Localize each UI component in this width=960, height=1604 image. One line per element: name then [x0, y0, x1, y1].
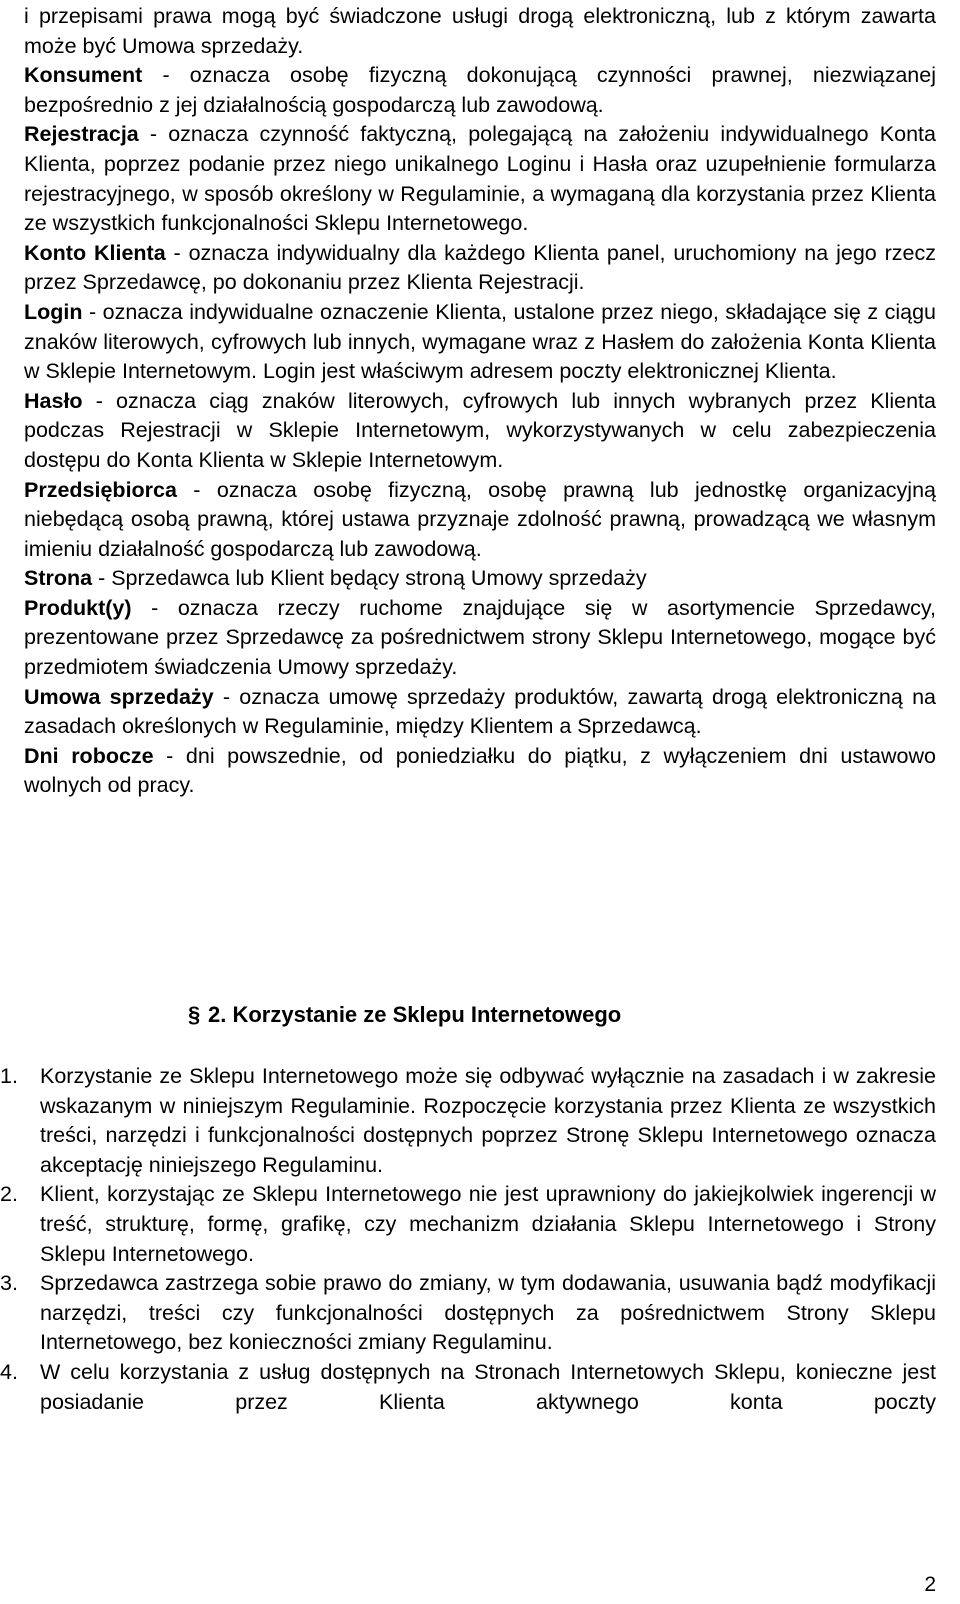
definition-text: - oznacza indywidualny dla każdego Klienta panel, uruchomiony na jego rzecz przez Sprzedawcę, po dokonaniu przez Klienta Rejestracji. [24, 240, 936, 295]
list-item-text: Korzystanie ze Sklepu Internetowego może się odbywać wyłącznie na zasadach i w zakresie wskazanym w niniejszym Regulaminie. Rozpoczęcie korzystania przez Klienta ze wszystkich treści, narzędzi i funkcjonalności dostępnych poprzez Stronę Sklepu Internetowego oznacza akceptację niniejszego Regulaminu. [40, 1064, 936, 1177]
list-item-number: 1. [0, 1064, 18, 1088]
list-item-text: Sprzedawca zastrzega sobie prawo do zmiany, w tym dodawania, usuwania bądź modyfikacji narzędzi, treści czy funkcjonalności dostępnych za pośrednictwem Strony Sklepu Internetowego, bez konieczności zmiany Regulaminu. [40, 1271, 936, 1355]
list-item-number: 2. [0, 1182, 18, 1207]
definition-term: Konsument [24, 63, 143, 88]
definition-umowa-sprzedazy [24, 683, 936, 742]
list-item-number: 3. [0, 1271, 18, 1296]
definition-rejestracja [24, 120, 936, 238]
definition-konsument [24, 61, 936, 120]
definition-konto-klienta [24, 239, 936, 298]
list-item-text: W celu korzystania z usług dostępnych na Stronach Internetowych Sklepu, konieczne jest posiadanie przez Klienta aktywnego konta poczty [40, 1359, 936, 1414]
definition-strona [24, 564, 936, 594]
definitions-block [24, 2, 936, 801]
definition-term: Konto Klienta [24, 240, 166, 265]
definition-term: Hasło [24, 388, 83, 413]
page-number: 2 [924, 1573, 936, 1596]
list-item [0, 1269, 936, 1358]
definition-text: i przepisami prawa mogą być świadczone usługi drogą elektroniczną, lub z którym zawarta może być Umowa sprzedaży. [24, 4, 936, 58]
definition-przedsiebiorca [24, 476, 936, 565]
definition-term: Przedsiębiorca [24, 477, 177, 502]
definition-text: - oznacza rzeczy ruchome znajdujące się w asortymencie Sprzedawcy, prezentowane przez Sprzedawcę za pośrednictwem strony Sklepu Internetowego, mogące być przedmiotem świadczenia Umowy sprzedaży. [24, 595, 936, 680]
definition-term: Rejestracja [24, 122, 139, 147]
list-item [0, 1062, 936, 1180]
section-title: 2. Korzystanie ze Sklepu Internetowego [208, 1002, 622, 1027]
definition-text: - oznacza umowę sprzedaży produktów, zawartą drogą elektroniczną na zasadach określonych w Regulaminie, między Klientem a Sprzedawcą. [24, 684, 936, 739]
list-item-number: 4. [0, 1359, 18, 1384]
definition-login [24, 298, 936, 387]
definition-text: - Sprzedawca lub Klient będący stroną Umowy sprzedaży [92, 566, 647, 591]
numbered-list [0, 1062, 960, 1417]
definition-continuation [24, 2, 936, 61]
definition-term: Produkt(y) [24, 595, 132, 620]
definition-term: Dni robocze [24, 743, 154, 768]
list-item-text: Klient, korzystając ze Sklepu Internetowego nie jest uprawniony do jakiejkolwiek ingerencji w treść, strukturę, formę, grafikę, czy mechanizm działania Sklepu Internetowego i Strony Sklepu Internetowego. [40, 1182, 936, 1266]
definition-term: Login [24, 299, 83, 324]
definition-dni-robocze [24, 742, 936, 801]
list-item [0, 1180, 936, 1269]
definition-haslo [24, 387, 936, 476]
definition-text: - oznacza ciąg znaków literowych, cyfrowych lub innych wybranych przez Klienta podczas Rejestracji w Sklepie Internetowym, wykorzystywanych w celu zabezpieczenia dostępu do Konta Klienta w Sklepie Internetowym. [24, 388, 936, 472]
definition-text: - oznacza czynność faktyczną, polegającą na założeniu indywidualnego Konta Klienta, poprzez podanie przez niego unikalnego Loginu i Hasła oraz uzupełnienie formularza rejestracyjnego, w sposób określony w Regulaminie, a wymaganą dla korzystania przez Klienta ze wszystkich funkcjonalności Sklepu Internetowego. [24, 122, 936, 236]
definition-text: - oznacza osobę fizyczną dokonującą czynności prawnej, niezwiązanej bezpośrednio z jej działalnością gospodarczą lub zawodową. [24, 63, 936, 117]
list-item [0, 1358, 936, 1417]
section-heading [188, 1000, 788, 1030]
definition-term: Strona [24, 566, 93, 591]
definition-text: - dni powszednie, od poniedziałku do piątku, z wyłączeniem dni ustawowo wolnych od pracy. [24, 743, 936, 798]
definition-text: - oznacza indywidualne oznaczenie Klienta, ustalone przez niego, składające się z ciągu znaków literowych, cyfrowych lub innych, wymagane wraz z Hasłem do założenia Konta Klienta w Sklepie Internetowym. Login jest właściwym adresem poczty elektronicznej Klienta. [24, 299, 936, 384]
definition-produkty [24, 594, 936, 683]
section-sign-icon: § [188, 1002, 201, 1027]
definition-term: Umowa sprzedaży [24, 684, 214, 709]
definition-text: - oznacza osobę fizyczną, osobę prawną lub jednostkę organizacyjną niebędącą osobą prawną, której ustawa przyznaje zdolność prawną, prowadzącą we własnym imieniu działalność gospodarczą lub zawodową. [24, 477, 936, 561]
